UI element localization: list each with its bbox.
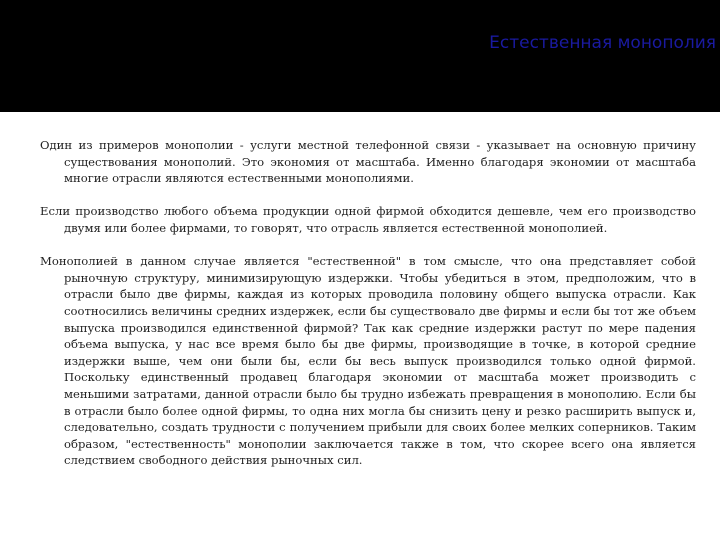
paragraph-economies-of-scale: Один из примеров монополии - услуги местной телефонной связи - указывает на основную причину существования монополий. Это экономия от масштаба. Именно благодаря экономии от масштаба многие отрасли являются естественными монополиями. (40, 138, 696, 186)
paragraph-definition: Если производство любого объема продукции одной фирмой обходится дешевле, чем его производство двумя или более фирмами, то говорят, что отрасль является естественной монополией. (40, 204, 696, 235)
paragraph-explanation: Монополией в данном случае является "естественной" в том смысле, что она представляет собой рыночную структуру, минимизирующую издержки. Чтобы убедиться в этом, предположим, что в отрасли было две фирмы, каждая из которых проводила половину общего выпуска отрасли. Как соотносились величины средних издержек, если бы существовало две фирмы и если бы тот же объем выпуска производился единственной фирмой? Так как средние издержки растут по мере падения объема выпуска, у нас все время было бы две фирмы, производящие в точке, в которой средние издержки выше, чем они были бы, если бы весь выпуск производился только одной фирмой. Поскольку единственный продавец благодаря экономии от масштаба может производить с меньшими затратами, данной отрасли было бы трудно избежать превращения в монополию. Если бы в отрасли было более одной фирмы, то одна них могла бы снизить цену и резко расширить выпуск и, следовательно, создать трудности с получением прибыли для своих более мелких соперников. Таким образом, "естественность" монополии заключается также в том, что скорее всего она является следствием свободного действия рыночных сил. (40, 254, 696, 468)
slide-title: Естественная монополия (489, 33, 716, 53)
slide-body (40, 137, 696, 469)
slide-header (0, 0, 720, 112)
